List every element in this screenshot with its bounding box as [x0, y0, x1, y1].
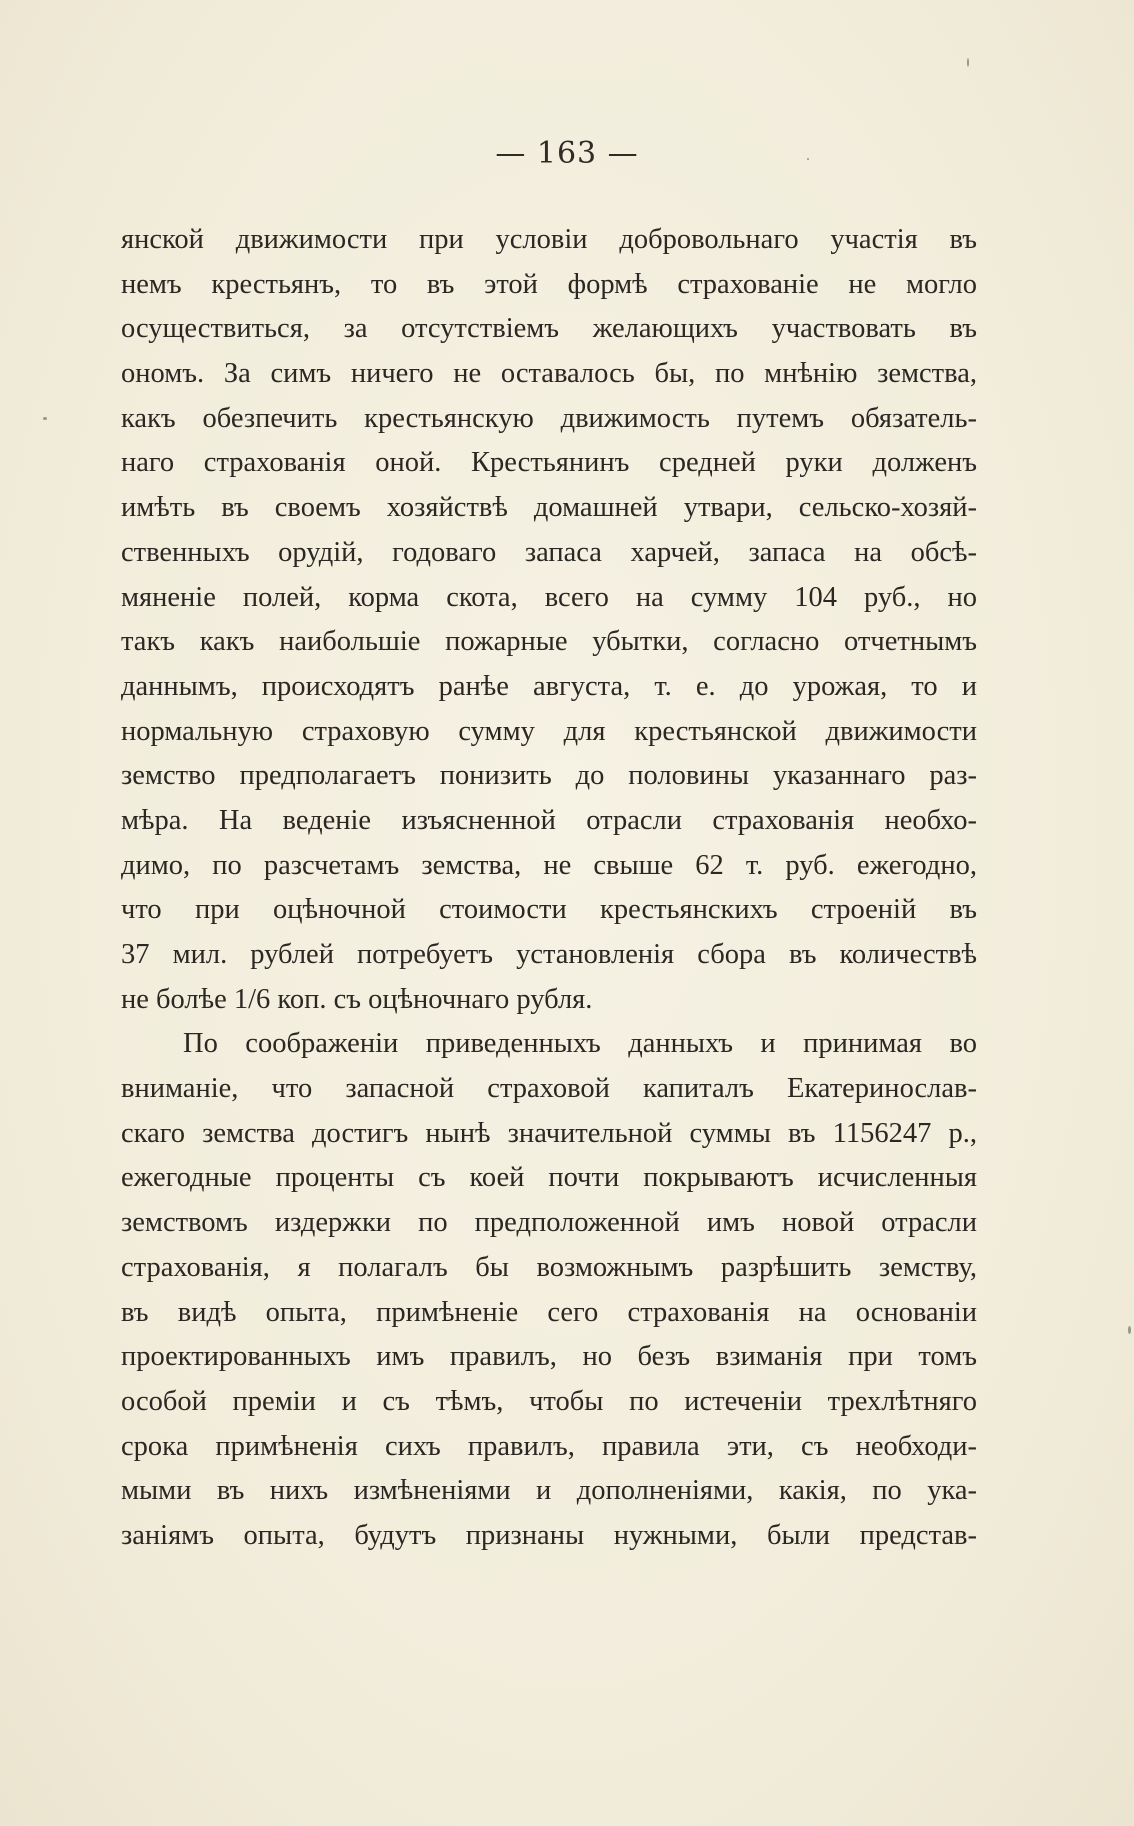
text-line: не болѣе 1/6 коп. съ оцѣночнаго рубля.	[121, 983, 593, 1015]
text-line: срока примѣненія сихъ правилъ, правила эти, съ необходи-	[121, 1430, 977, 1462]
text-line: скаго земства достигъ нынѣ значительной суммы въ 1156247 р.,	[121, 1117, 977, 1149]
text-line: немъ крестьянъ, то въ этой формѣ страхованіе не могло	[121, 268, 977, 300]
text-line: въ видѣ опыта, примѣненіе сего страхованія на основаніи	[121, 1296, 977, 1328]
paragraph-2	[121, 1022, 977, 1558]
text-line: ономъ. За симъ ничего не оставалось бы, по мнѣнію земства,	[121, 358, 977, 390]
text-line: мѣра. На веденіе изъясненной отрасли страхованія необхо-	[121, 804, 977, 836]
text-line: осуществиться, за отсутствіемъ желающихъ участвовать въ	[121, 313, 977, 345]
text-line: заніямъ опыта, будутъ признаны нужными, были представ-	[121, 1519, 977, 1551]
scan-speck	[43, 417, 47, 420]
page-number: — 163 —	[495, 136, 639, 171]
text-line: особой преміи и съ тѣмъ, чтобы по истеченіи трехлѣтняго	[121, 1385, 977, 1417]
text-line: какъ обезпечить крестьянскую движимость путемъ обязатель-	[121, 402, 977, 434]
text-line: имѣть въ своемъ хозяйствѣ домашней утвари, сельско-хозяй-	[121, 492, 977, 524]
text-line: димо, по разсчетамъ земства, не свыше 62 т. руб. ежегодно,	[121, 849, 977, 881]
scan-speck	[807, 158, 809, 160]
text-line: такъ какъ наибольшіе пожарные убытки, согласно отчетнымъ	[121, 626, 977, 658]
text-line: ственныхъ орудій, годоваго запаса харчей, запаса на обсѣ-	[121, 536, 977, 568]
scan-speck	[967, 58, 969, 67]
text-line: По соображеніи приведенныхъ данныхъ и принимая во	[183, 1028, 977, 1060]
text-line: вниманіе, что запасной страховой капиталъ Екатеринослав-	[121, 1073, 977, 1105]
text-line: ежегодные проценты съ коей почти покрываютъ исчисленныя	[121, 1162, 977, 1194]
body-text	[121, 218, 977, 1559]
text-line: даннымъ, происходятъ ранѣе августа, т. е. до урожая, то и	[121, 670, 977, 702]
text-line: проектированныхъ имъ правилъ, но безъ взиманія при томъ	[121, 1341, 977, 1373]
scan-speck	[1128, 1326, 1131, 1334]
text-line: мыми въ нихъ измѣненіями и дополненіями, какія, по ука-	[121, 1475, 977, 1507]
paragraph-1	[121, 218, 977, 1022]
text-line: наго страхованія оной. Крестьянинъ средней руки долженъ	[121, 447, 977, 479]
text-line: страхованія, я полагалъ бы возможнымъ разрѣшить земству,	[121, 1251, 977, 1283]
text-line: мяненіе полей, корма скота, всего на сумму 104 руб., но	[121, 581, 977, 613]
text-line: земствомъ издержки по предположенной имъ новой отрасли	[121, 1207, 977, 1239]
text-line: что при оцѣночной стоимости крестьянскихъ строеній въ	[121, 894, 977, 926]
text-line: нормальную страховую сумму для крестьянской движимости	[121, 715, 977, 747]
text-line: земство предполагаетъ понизить до половины указаннаго раз-	[121, 760, 977, 792]
text-line: 37 мил. рублей потребуетъ установленія сбора въ количествѣ	[121, 939, 977, 970]
text-line: янской движимости при условіи добровольнаго участія въ	[121, 224, 977, 255]
